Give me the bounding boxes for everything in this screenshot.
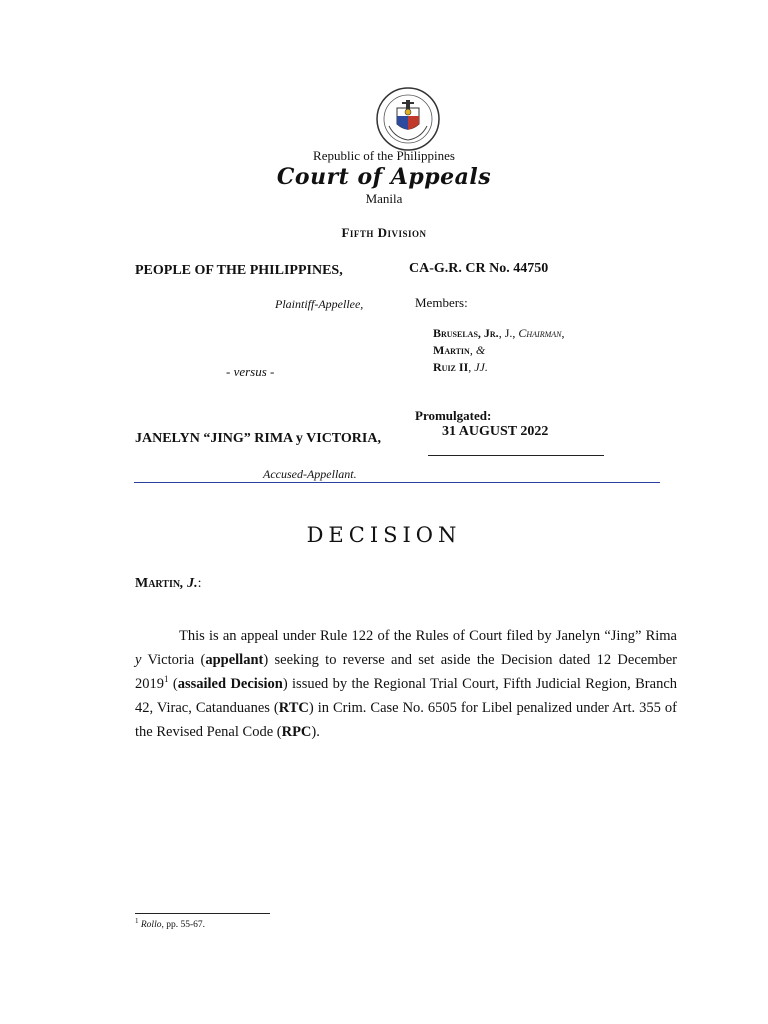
member-1-suffix: , J., [498,326,519,340]
term-appellant: appellant [205,652,264,668]
term-rtc: RTC [278,700,309,716]
para-text-2: Victoria ( [141,652,206,668]
promulgated-signature-line [428,455,604,456]
members-label: Members: [415,295,468,310]
case-number: CA-G.R. CR No. 44750 [409,261,549,276]
footnote-pages: , pp. 55-67. [161,920,206,931]
city-line: Manila [365,191,403,206]
para-text-5: ) issued by the Regional Trial Court, Fifth Judicial Region, Branch 42, Virac, Catanduanes ( [135,676,678,716]
para-text-1: This is an appeal under Rule 122 of the Rules of Court filed by Janelyn “Jing” Rima [179,628,677,644]
term-rpc: RPC [281,724,312,740]
footnote-source: Rollo [140,920,162,931]
member-1-end: , [561,326,565,340]
member-1-name: Bruselas, Jr. [433,326,499,340]
court-name: Court of Appeals [276,164,492,190]
ponente-name: Martin [135,576,181,591]
term-assailed-decision: assailed Decision [177,676,283,692]
footnote-number: 1 [135,917,139,925]
member-2 [433,342,485,358]
member-1-role: Chairman [518,326,562,340]
plaintiff-role: Plaintiff-Appellee, [275,297,364,311]
promulgated-date: 31 AUGUST 2022 [442,424,549,439]
promulgated-label: Promulgated: [415,408,492,423]
para-text-7: ). [311,724,320,740]
accused-role: Accused-Appellant. [263,467,357,481]
court-seal [375,86,441,152]
member-3 [433,359,488,375]
versus-label: - versus - [226,364,275,379]
plaintiff-name: PEOPLE OF THE PHILIPPINES, [135,263,343,278]
footnote-ref[interactable]: 1 [164,674,169,685]
para-italic-y: y [135,652,142,668]
ponente-colon: : [197,576,202,591]
para-text-4: ( [168,676,178,692]
footnote-1 [135,917,205,930]
member-3-name: Ruiz II [433,360,469,374]
caption-divider [134,482,660,483]
opening-paragraph [135,624,677,744]
member-1 [433,325,564,341]
republic-line: Republic of the Philippines [313,148,455,163]
footnote-separator [135,913,270,914]
ponente-suffix: , J. [180,576,198,591]
member-2-name: Martin [433,343,470,357]
document-title: DECISION [306,523,462,547]
member-2-suffix: , & [469,343,486,357]
accused-name: JANELYN “JING” RIMA y VICTORIA, [135,431,381,446]
para-text-3: ) seeking to reverse and set aside the Decision dated 12 December 2019 [135,652,678,692]
ponente [135,576,201,592]
member-3-suffix: , JJ. [468,360,488,374]
para-text-6: ) in Crim. Case No. 6505 for Libel penalized under Art. 355 of the Revised Penal Code ( [135,700,677,740]
division-line: Fifth Division [341,225,427,240]
